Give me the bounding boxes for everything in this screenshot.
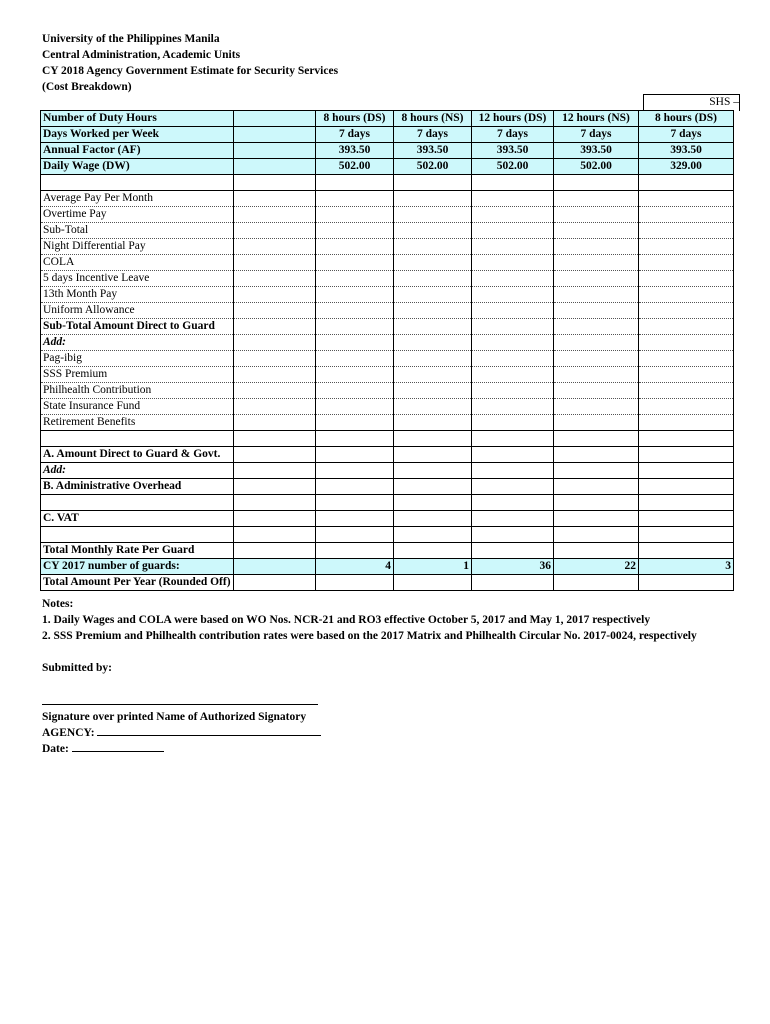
header-row-dw <box>41 159 734 175</box>
label-annual-factor: Annual Factor (AF) <box>41 143 234 159</box>
col2-guards: 1 <box>394 559 472 575</box>
signature-line <box>42 704 318 705</box>
table-row <box>41 191 734 207</box>
col1-guards: 4 <box>316 559 394 575</box>
row-label: Sub-Total <box>41 223 234 239</box>
row-label: Retirement Benefits <box>41 415 234 431</box>
col4-af: 393.50 <box>554 143 639 159</box>
note-1: 1. Daily Wages and COLA were based on WO Nos. NCR-21 and RO3 effective October 5, 2017 and May 1, 2017 respectively <box>42 614 651 626</box>
date-label: Date: <box>42 743 69 755</box>
table-row <box>41 351 734 367</box>
date-blank <box>72 741 164 752</box>
submitted-by-label: Submitted by: <box>42 662 112 674</box>
table-row <box>41 271 734 287</box>
col4-days: 7 days <box>554 127 639 143</box>
signature-block <box>42 709 321 757</box>
table-row <box>41 223 734 239</box>
col3-dw: 502.00 <box>472 159 554 175</box>
table-row <box>41 431 734 447</box>
row-label: Average Pay Per Month <box>41 191 234 207</box>
col5-dw: 329.00 <box>639 159 734 175</box>
agency-label: AGENCY: <box>42 727 95 739</box>
row-label: Philhealth Contribution <box>41 383 234 399</box>
col2-hours: 8 hours (NS) <box>394 111 472 127</box>
row-label: SSS Premium <box>41 367 234 383</box>
col1-hours: 8 hours (DS) <box>316 111 394 127</box>
shs-label: SHS – <box>709 96 739 108</box>
table-row <box>41 319 734 335</box>
table-row <box>41 367 734 383</box>
agency-blank <box>97 725 321 736</box>
document-title: CY 2018 Agency Government Estimate for Security Services <box>42 65 339 77</box>
row-label: CY 2017 number of guards: <box>41 559 234 575</box>
row-label: Sub-Total Amount Direct to Guard <box>41 319 234 335</box>
table-row <box>41 255 734 271</box>
notes-section <box>42 596 697 644</box>
col5-hours: 8 hours (DS) <box>639 111 734 127</box>
col3-hours: 12 hours (DS) <box>472 111 554 127</box>
row-label: 13th Month Pay <box>41 287 234 303</box>
col3-guards: 36 <box>472 559 554 575</box>
row-label: State Insurance Fund <box>41 399 234 415</box>
col4-dw: 502.00 <box>554 159 639 175</box>
signature-label: Signature over printed Name of Authorized Signatory <box>42 711 307 723</box>
row-label: COLA <box>41 255 234 271</box>
office-name: Central Administration, Academic Units <box>42 49 241 61</box>
row-label: B. Administrative Overhead <box>41 479 234 495</box>
table-row <box>41 399 734 415</box>
row-label: Total Amount Per Year (Rounded Off) <box>41 575 234 591</box>
row-label: Add: <box>41 335 234 351</box>
table-row <box>41 383 734 399</box>
table-row <box>41 463 734 479</box>
col1-days: 7 days <box>316 127 394 143</box>
table-row <box>41 511 734 527</box>
agency-field <box>42 725 321 741</box>
row-label: A. Amount Direct to Guard & Govt. <box>41 447 234 463</box>
table-row <box>41 527 734 543</box>
col4-hours: 12 hours (NS) <box>554 111 639 127</box>
table-row <box>41 175 734 191</box>
notes-title: Notes: <box>42 598 74 610</box>
note-2: 2. SSS Premium and Philhealth contribution rates were based on the 2017 Matrix and Philhealth Circular No. 2017-0024, respectively <box>42 630 697 642</box>
table-row <box>41 239 734 255</box>
header-row-days <box>41 127 734 143</box>
row-label: Night Differential Pay <box>41 239 234 255</box>
table-row <box>41 335 734 351</box>
table-row <box>41 287 734 303</box>
table-row <box>41 495 734 511</box>
row-label: Pag-ibig <box>41 351 234 367</box>
col1-af: 393.50 <box>316 143 394 159</box>
guards-count-row <box>41 559 734 575</box>
table-row <box>41 543 734 559</box>
col4-guards: 22 <box>554 559 639 575</box>
col3-af: 393.50 <box>472 143 554 159</box>
header-row-duty-hours <box>41 111 734 127</box>
col5-guards: 3 <box>639 559 734 575</box>
document-header <box>42 31 338 95</box>
col2-days: 7 days <box>394 127 472 143</box>
label-daily-wage: Daily Wage (DW) <box>41 159 234 175</box>
col5-af: 393.50 <box>639 143 734 159</box>
row-label: C. VAT <box>41 511 234 527</box>
date-field <box>42 741 321 757</box>
table-row <box>41 447 734 463</box>
row-label: Uniform Allowance <box>41 303 234 319</box>
header-row-af <box>41 143 734 159</box>
table-row <box>41 207 734 223</box>
col3-days: 7 days <box>472 127 554 143</box>
row-label: Overtime Pay <box>41 207 234 223</box>
col5-days: 7 days <box>639 127 734 143</box>
table-row <box>41 303 734 319</box>
cost-breakdown-table <box>40 110 734 591</box>
col2-dw: 502.00 <box>394 159 472 175</box>
row-label: Total Monthly Rate Per Guard <box>41 543 234 559</box>
col1-dw: 502.00 <box>316 159 394 175</box>
document-subtitle: (Cost Breakdown) <box>42 81 132 93</box>
label-duty-hours: Number of Duty Hours <box>41 111 234 127</box>
row-label: Add: <box>41 463 234 479</box>
table-row <box>41 479 734 495</box>
university-name: University of the Philippines Manila <box>42 33 220 45</box>
col2-af: 393.50 <box>394 143 472 159</box>
table-row <box>41 575 734 591</box>
table-row <box>41 415 734 431</box>
label-days-worked: Days Worked per Week <box>41 127 234 143</box>
row-label: 5 days Incentive Leave <box>41 271 234 287</box>
